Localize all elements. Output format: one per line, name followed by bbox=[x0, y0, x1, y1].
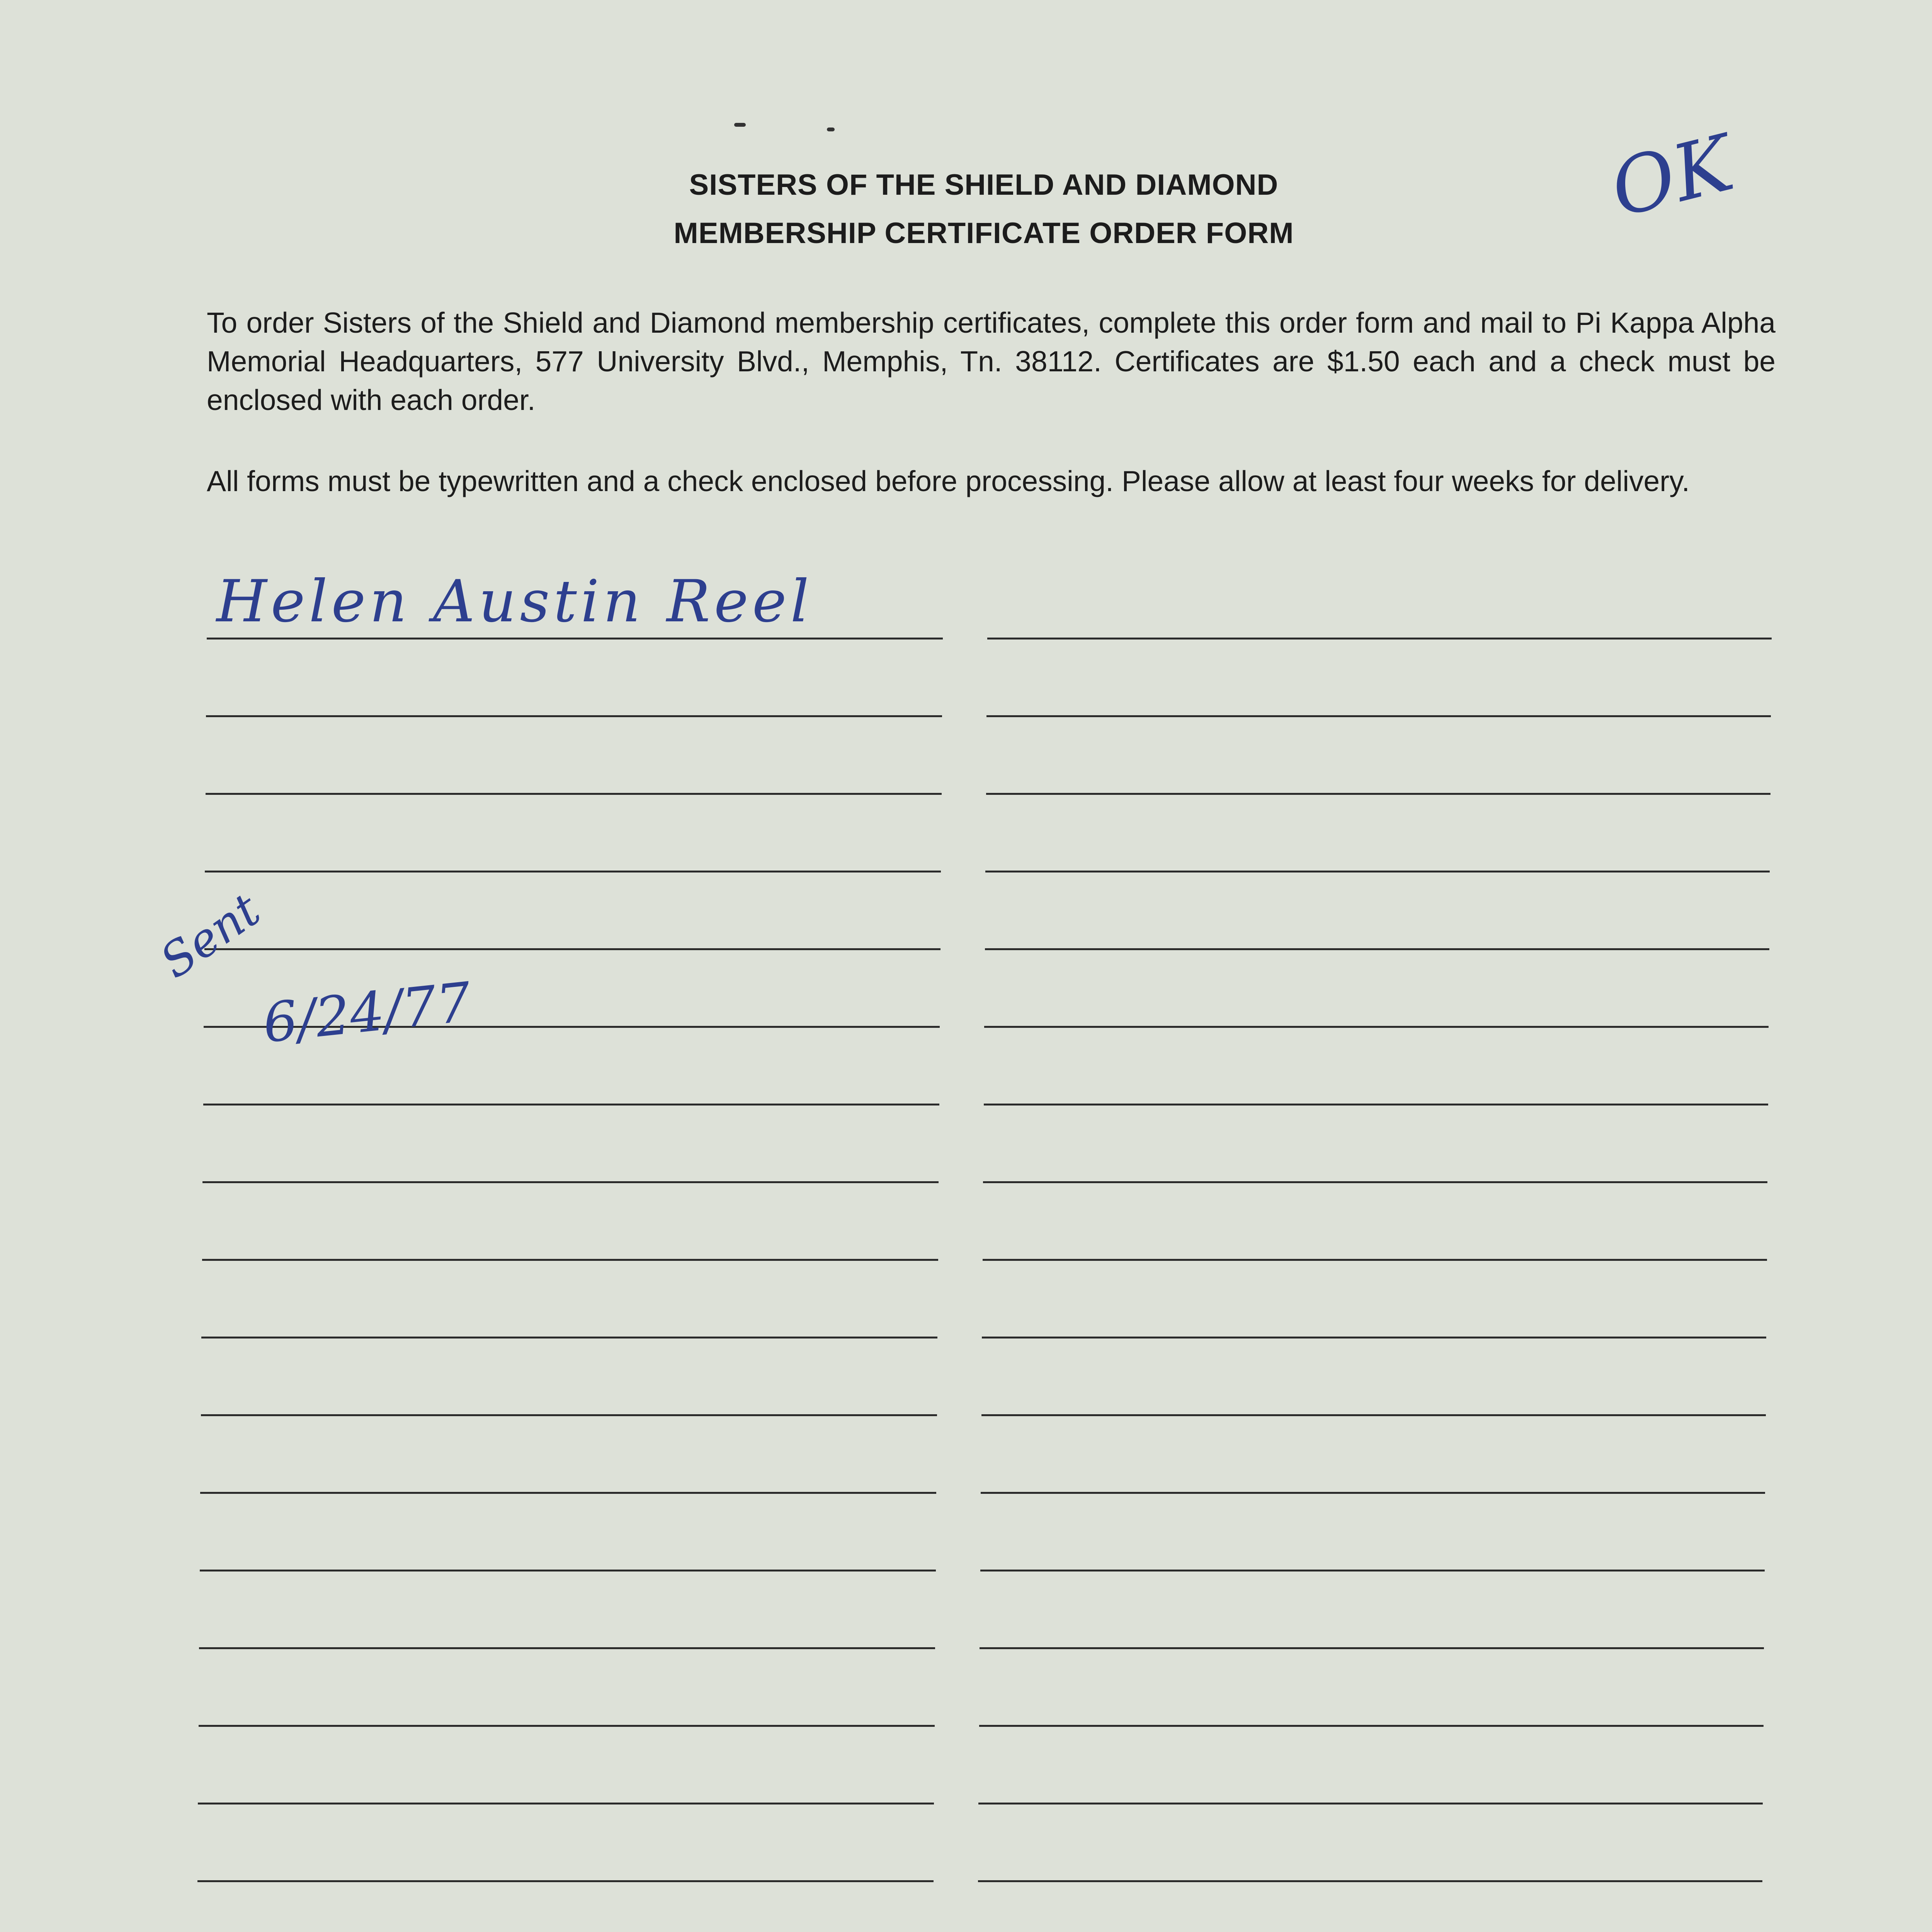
name-line-right bbox=[980, 1647, 1764, 1649]
name-line-right bbox=[979, 1725, 1764, 1727]
name-line-left bbox=[199, 1725, 935, 1727]
ink-speck bbox=[734, 123, 746, 127]
ink-speck bbox=[827, 128, 835, 131]
name-line-right bbox=[980, 1570, 1765, 1571]
typewritten-requirement-paragraph: All forms must be typewritten and a check enclosed before processing. Please allow at least four weeks for delivery. bbox=[207, 465, 1690, 497]
name-line-left bbox=[202, 1259, 938, 1261]
name-line-left bbox=[200, 1492, 936, 1494]
name-line-left bbox=[207, 638, 943, 639]
name-line-right bbox=[982, 1337, 1766, 1338]
name-line-left bbox=[203, 1104, 939, 1105]
name-line-right bbox=[983, 1259, 1767, 1261]
name-line-left bbox=[201, 1414, 937, 1416]
name-line-right bbox=[984, 1026, 1769, 1028]
name-line-right bbox=[985, 948, 1769, 950]
sent-handwritten-note: Sent bbox=[151, 883, 270, 989]
name-line-right bbox=[986, 793, 1770, 795]
name-line-left bbox=[199, 1647, 935, 1649]
name-line-left bbox=[204, 948, 940, 950]
name-line-left bbox=[202, 1181, 939, 1183]
name-line-right bbox=[983, 1181, 1767, 1183]
name-line-right bbox=[978, 1803, 1763, 1804]
sent-date-handwritten: 6/24/77 bbox=[260, 971, 474, 1055]
name-line-right bbox=[986, 715, 1771, 717]
form-title-line1: SISTERS OF THE SHIELD AND DIAMOND bbox=[689, 168, 1279, 201]
name-line-right bbox=[985, 871, 1770, 872]
name-line-right bbox=[984, 1104, 1768, 1105]
form-title-line2: MEMBERSHIP CERTIFICATE ORDER FORM bbox=[673, 217, 1294, 250]
name-entry-handwritten: Helen Austin Reel bbox=[216, 568, 813, 635]
name-line-right bbox=[987, 638, 1772, 639]
name-line-right bbox=[981, 1414, 1766, 1416]
ok-handwritten-mark: OK bbox=[1602, 118, 1742, 235]
name-line-left bbox=[198, 1803, 934, 1804]
name-line-right bbox=[981, 1492, 1765, 1494]
name-line-left bbox=[206, 793, 942, 795]
name-line-left bbox=[205, 871, 941, 872]
name-line-left bbox=[197, 1880, 934, 1882]
name-line-left bbox=[206, 715, 942, 717]
instructions-paragraph: To order Sisters of the Shield and Diamond membership certificates, complete this order form and mail to Pi Kappa Alpha Memorial Headquarters, 577 University Blvd., Memphis, Tn. 38112. Certificates are $1.50 each and a check must be enclosed with each order. bbox=[207, 306, 1776, 416]
name-line-right bbox=[978, 1880, 1762, 1882]
name-line-left bbox=[201, 1337, 937, 1338]
name-line-left bbox=[200, 1570, 936, 1571]
